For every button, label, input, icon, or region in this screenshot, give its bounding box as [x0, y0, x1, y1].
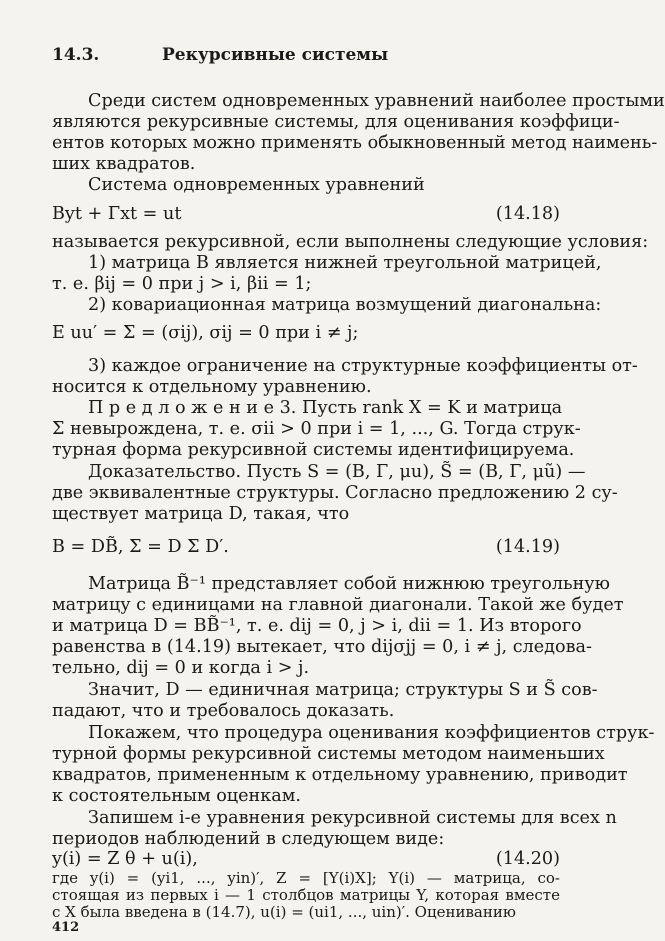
- text-line: ентов которых можно применять обыкновенный метод наимень-: [52, 133, 658, 153]
- equation-formula: Byt + Γxt = ut: [52, 204, 182, 224]
- text-line: Среди систем одновременных уравнений наиболее простыми: [88, 91, 665, 111]
- text-line: квадратов, примененным к отдельному уравнению, приводит: [52, 765, 628, 785]
- text-line: матрицу с единицами на главной диагонали. Такой же будет: [52, 595, 624, 615]
- section-number: 14.3.: [52, 45, 100, 65]
- text-line: Система одновременных уравнений: [88, 175, 425, 195]
- section-heading: [52, 45, 388, 65]
- equation-number: (14.20): [495, 849, 560, 869]
- text-line: Матрица B̃⁻¹ представляет собой нижнюю треугольную: [88, 574, 610, 594]
- equation-formula: E uu′ = Σ = (σij), σij = 0 при i ≠ j;: [52, 323, 359, 343]
- text-line: периодов наблюдений в следующем виде:: [52, 829, 445, 849]
- text-line: называется рекурсивной, если выполнены следующие условия:: [52, 232, 649, 252]
- text-line: т. е. βij = 0 при j > i, βii = 1;: [52, 274, 312, 294]
- text-line: где y(i) = (yi1, ..., yin)′, Z = [Y(i)X]; Y(i) — матрица, со-: [52, 869, 560, 887]
- text-line: Значит, D — единичная матрица; структуры S и S̃ сов-: [88, 680, 598, 700]
- equation-number: (14.18): [495, 204, 560, 224]
- text-line: две эквивалентные структуры. Согласно предложению 2 су-: [52, 483, 618, 503]
- text-line: турная форма рекурсивной системы идентифицируема.: [52, 440, 575, 460]
- text-line: 3) каждое ограничение на структурные коэффициенты от-: [88, 356, 638, 376]
- equation-formula: y(i) = Z θ + u(i),: [52, 849, 198, 869]
- text-line: к состоятельным оценкам.: [52, 786, 302, 806]
- text-line: с X была введена в (14.7), u(i) = (ui1, ..., uin)′. Оцениванию: [52, 903, 516, 921]
- text-line: и матрица D = BB̃⁻¹, т. е. dij = 0, j > i, dii = 1. Из второго: [52, 616, 582, 636]
- equation-formula: B = DB̃, Σ = D Σ D′.: [52, 537, 229, 557]
- text-line: турной формы рекурсивной системы методом наименьших: [52, 744, 605, 764]
- text-line: являются рекурсивные системы, для оценивания коэффици-: [52, 112, 620, 132]
- text-line: Покажем, что процедура оценивания коэффициентов струк-: [88, 723, 655, 743]
- text-line: Доказательство. Пусть S = (B, Γ, μu), S̃ = (B, Γ, μũ) —: [88, 462, 586, 482]
- page-number: 412: [52, 920, 80, 935]
- text-line: 1) матрица B является нижней треугольной матрицей,: [88, 253, 602, 273]
- text-line: 2) ковариационная матрица возмущений диагональна:: [88, 295, 602, 315]
- text-line: тельно, dij = 0 и когда i > j.: [52, 658, 310, 678]
- text-line: Σ невырождена, т. е. σii > 0 при i = 1, ..., G. Тогда струк-: [52, 419, 581, 439]
- equation-14-20: [52, 848, 560, 870]
- equation-14-19: [52, 536, 560, 558]
- text-line: стоящая из первых i — 1 столбцов матрицы Y, которая вместе: [52, 886, 560, 904]
- equation-covariance: [52, 322, 560, 344]
- section-title: Рекурсивные системы: [162, 45, 389, 65]
- text-line: падают, что и требовалось доказать.: [52, 701, 395, 721]
- text-line: носится к отдельному уравнению.: [52, 377, 372, 397]
- text-line: Запишем i-е уравнения рекурсивной системы для всех n: [88, 808, 617, 828]
- text-line: П р е д л о ж е н и е 3. Пусть rank X = K и матрица: [88, 398, 563, 418]
- text-line: ших квадратов.: [52, 154, 196, 174]
- text-line: ществует матрица D, такая, что: [52, 504, 350, 524]
- text-line: равенства в (14.19) вытекает, что dijσjj = 0, i ≠ j, следова-: [52, 637, 592, 657]
- equation-number: (14.19): [495, 537, 560, 557]
- equation-14-18: [52, 203, 560, 225]
